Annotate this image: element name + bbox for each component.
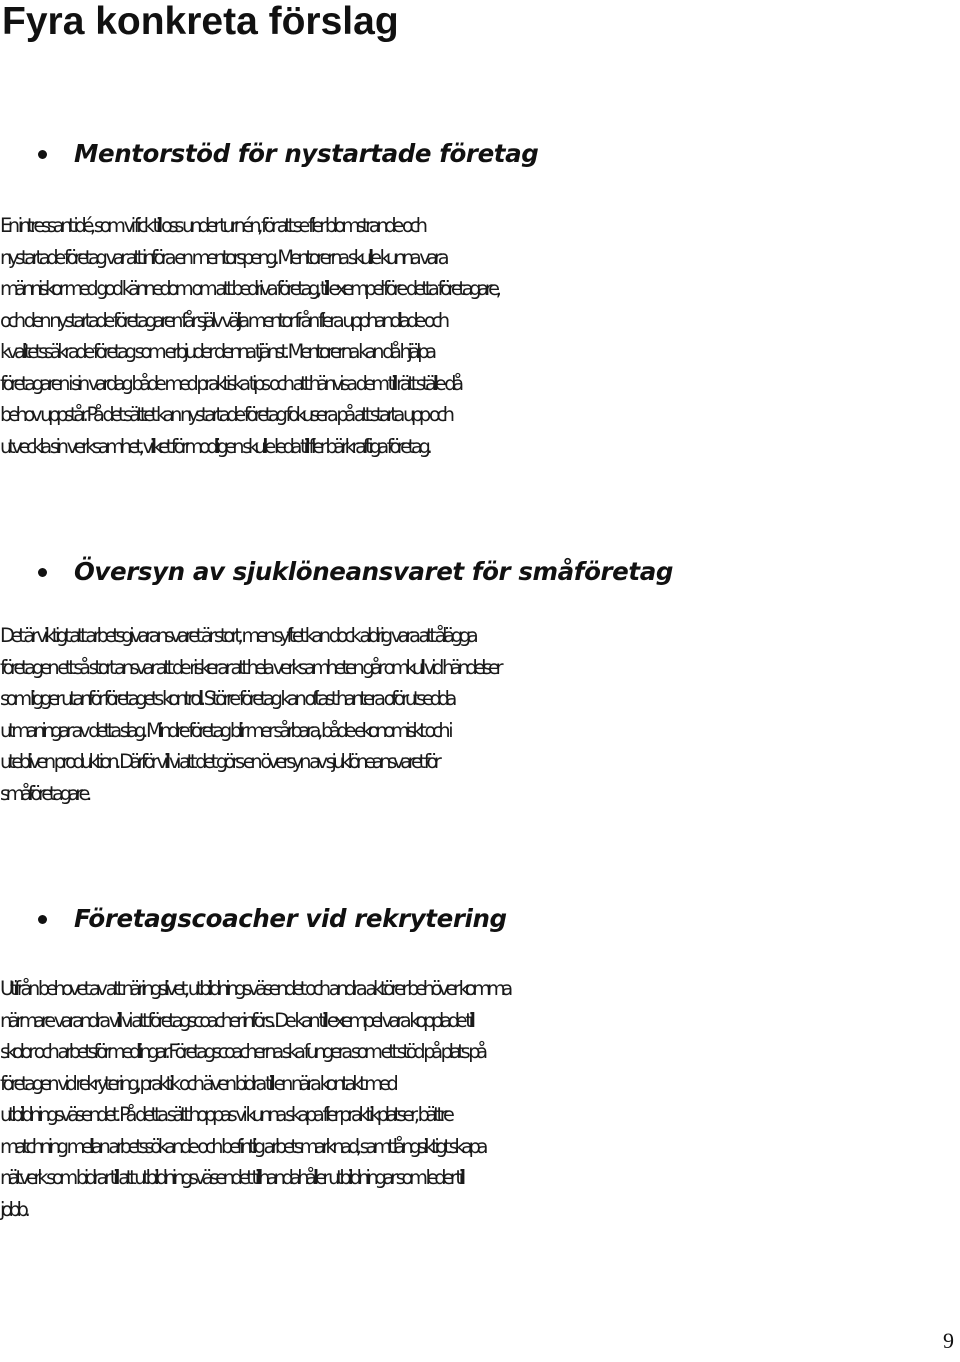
section-heading-sjuklon [38, 555, 673, 589]
bullet-icon [38, 915, 47, 924]
paragraph-line: närmare varandra vill vi att företagscoacher införs. De kan till exempel vara kopplade till [0, 1008, 472, 1032]
bullet-icon [38, 568, 47, 577]
paragraph-line: utmaningar av detta slag. Mindre företag blir mer sårbara, både ekonomiskt och i [0, 718, 450, 742]
paragraph-line: utveckla sin verksamhet, vilket förmodligen skulle leda till fler bärkraftiga företag. [0, 434, 429, 458]
paragraph-line: nystartade företag var att införa en mentorspeng. Mentorerna skulle kunna vara [0, 245, 446, 269]
bullet-icon [38, 150, 47, 159]
paragraph-line: och den nystartade företagaren får själv välja mentor från flera upphandlade och [0, 308, 446, 332]
paragraph-line: företagen vid rekrytering, praktik och även bidra till en nära kontakt med [0, 1071, 395, 1095]
paragraph-line: småföretagare. [0, 781, 89, 805]
paragraph-line: Utifrån behovet av att näringslivet, utbildningsväsendet och andra aktörer behöver komma [0, 977, 509, 1000]
page-title: Fyra konkreta förslag [2, 0, 399, 43]
paragraph-line: jobb. [0, 1197, 27, 1221]
paragraph-line: En intressant idé, som vi fick till oss under turnén, för att se fler blomstrande och [0, 214, 424, 237]
paragraph-line: människor med god kännedom om att bedriva företag, till exempel före detta företagare, [0, 277, 498, 300]
section-paragraph-foretagscoacher [0, 973, 958, 1225]
section-heading-text: Översyn av sjuklöneansvaret för småföretag [74, 557, 673, 586]
section-heading-text: Mentorstöd för nystartade företag [74, 139, 539, 168]
paragraph-line: som ligger utanför företagets kontroll. Större företag kan oftast hantera oförutsedda [0, 687, 454, 710]
paragraph-line: företagaren i sin vardag både med praktiska tips och att hänvisa dem till rätt ställe då [0, 371, 460, 395]
paragraph-line: utbildningsväsendet. På detta sätt hoppas vi kunna skapa fler praktikplatser, bättre [0, 1103, 451, 1126]
paragraph-line: kvalitetssäkrade företag som erbjuder denna tjänst. Mentorerna kan då hjälpa [0, 340, 433, 363]
section-paragraph-sjuklon [0, 620, 958, 809]
paragraph-line: nätverk som bidrar till att utbildningsväsendet tillhandahåller utbildningar som leder till [0, 1166, 463, 1189]
section-heading-mentorstod [38, 137, 538, 171]
paragraph-line: Det är viktigt att arbetsgivaransvaret är stort, men syftet kan dock aldrig vara att ålägga [0, 624, 475, 647]
paragraph-line: behov uppstår. På det sättet kan nystartade företag fokusera på att starta upp och [0, 403, 451, 426]
page-number: 9 [943, 1328, 954, 1353]
section-heading-text: Företagscoacher vid rekrytering [74, 904, 507, 933]
section-paragraph-mentorstod [0, 210, 958, 462]
paragraph-line: matchning mellan arbetssökande och befintlig arbetsmarknad, samt långsiktigt skapa [0, 1134, 485, 1158]
section-heading-foretagscoacher [38, 902, 507, 936]
paragraph-line: skolor och arbetsförmedlingar. Företagscoacherna ska fungera som ett stöd på plats på [0, 1040, 484, 1063]
paragraph-line: utebliven produktion. Därför vill vi att det görs en översyn av sjuklöneansvaret för [0, 750, 438, 773]
paragraph-line: företagen ett så stort ansvar att de riskerar att hela verksamheten går omkull vid händelser [0, 655, 500, 679]
